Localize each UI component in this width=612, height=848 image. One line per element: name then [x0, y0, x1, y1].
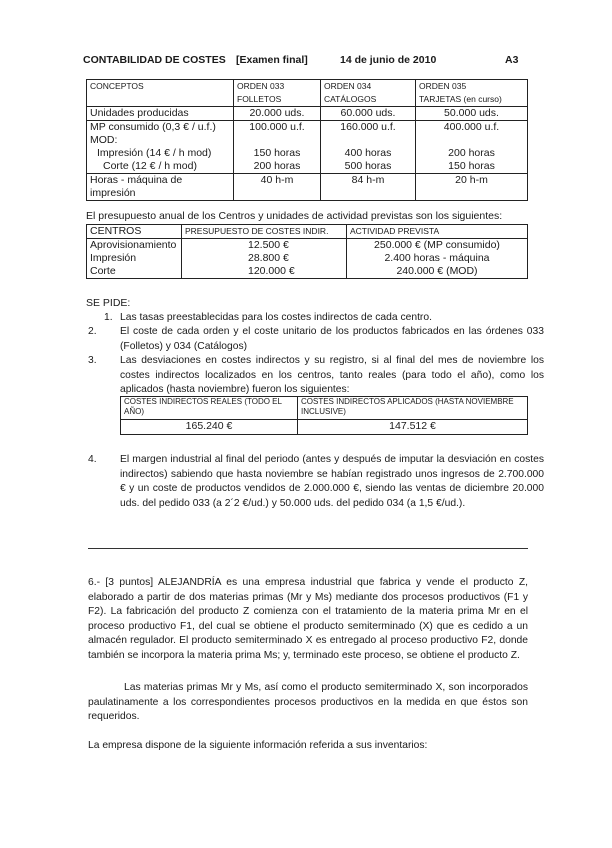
- cell: 50.000 uds.: [416, 107, 528, 121]
- question-2: [88, 325, 544, 354]
- section-divider: [88, 548, 528, 549]
- table-header-row: [121, 397, 528, 420]
- row-label: MOD:: [87, 134, 234, 147]
- center-activity: 250.000 € (MP consumido): [347, 239, 528, 253]
- budget-intro: El presupuesto anual de los Centros y unidades de actividad previstas son los siguientes:: [86, 210, 503, 222]
- header-centers: CENTROS: [87, 225, 182, 239]
- order-033-product: FOLLETOS: [237, 94, 282, 104]
- question-1: [104, 311, 528, 326]
- table-row: [87, 121, 528, 135]
- center-name: Aprovisionamiento: [87, 239, 182, 253]
- row-label: Impresión (14 € / h mod): [87, 147, 234, 160]
- header-activity: ACTIVIDAD PREVISTA: [347, 225, 528, 239]
- header-budget: PRESUPUESTO DE COSTES INDIR.: [182, 225, 347, 239]
- cell: 40 h-m: [234, 174, 321, 201]
- exam-date: 14 de junio de 2010: [340, 54, 437, 66]
- cell: 400.000 u.f.: [416, 121, 528, 135]
- centers-table: [86, 224, 528, 279]
- header-real-costs: COSTES INDIRECTOS REALES (TODO EL AÑO): [121, 397, 298, 420]
- row-label: Corte (12 € / h mod): [87, 160, 234, 174]
- question-3: [88, 354, 544, 398]
- center-budget: 12.500 €: [182, 239, 347, 253]
- indirect-costs-table: [120, 396, 528, 435]
- row-label: Horas - máquina de impresión: [87, 174, 234, 201]
- exercise-6-paragraph-2: Las materias primas Mr y Ms, así como el producto semiterminado X, son incorporados paulatinamente a los correspondientes procesos productivos en la medida en que éstos son requeridos.: [88, 682, 528, 722]
- center-name: Corte: [87, 265, 182, 279]
- table-row: [87, 239, 528, 253]
- header-order-033: [234, 80, 321, 107]
- cell: 100.000 u.f.: [234, 121, 321, 135]
- cell: 84 h-m: [321, 174, 416, 201]
- header-concepts: CONCEPTOS: [87, 80, 234, 107]
- cell: 150 horas: [416, 160, 528, 174]
- header-order-034: [321, 80, 416, 107]
- cell: [416, 134, 528, 147]
- table-row: [87, 160, 528, 174]
- row-label: MP consumido (0,3 € / u.f.): [87, 121, 234, 135]
- table-row: [121, 420, 528, 435]
- cell: 500 horas: [321, 160, 416, 174]
- exercise-6-paragraph-3: La empresa dispone de la siguiente información referida a sus inventarios:: [88, 740, 428, 751]
- order-035-product: TARJETAS (en curso): [419, 94, 502, 104]
- table-row: [87, 134, 528, 147]
- order-035-label: ORDEN 035: [419, 81, 467, 91]
- question-text: Las tasas preestablecidas para los costes indirectos de cada centro.: [120, 312, 432, 323]
- question-text: El coste de cada orden y el coste unitario de los productos fabricados en las órdenes 033 (Folletos) y 034 (Catálogos): [120, 326, 544, 352]
- cell: 60.000 uds.: [321, 107, 416, 121]
- table-row: [87, 107, 528, 121]
- order-034-label: ORDEN 034: [324, 81, 372, 91]
- table-row: [87, 265, 528, 279]
- header-order-035: [416, 80, 528, 107]
- cell: [234, 134, 321, 147]
- table-row: [87, 174, 528, 201]
- center-budget: 120.000 €: [182, 265, 347, 279]
- exam-code: A3: [505, 54, 519, 66]
- orders-table: [86, 79, 528, 201]
- question-number: 3.: [88, 355, 97, 366]
- row-label: Unidades producidas: [87, 107, 234, 121]
- cell: 400 horas: [321, 147, 416, 160]
- question-text: Las desviaciones en costes indirectos y su registro, si al final del mes de noviembre los costes indirectos localizados en los centros, tanto reales (para todo el año), como los aplicados (hasta noviembre) fueron los siguientes:: [120, 355, 544, 395]
- table-row: [87, 147, 528, 160]
- cell: 150 horas: [234, 147, 321, 160]
- order-034-product: CATÁLOGOS: [324, 94, 377, 104]
- header-applied-costs: COSTES INDIRECTOS APLICADOS (HASTA NOVIEMBRE INCLUSIVE): [298, 397, 528, 420]
- se-pide-heading: SE PIDE:: [86, 297, 131, 309]
- order-033-label: ORDEN 033: [237, 81, 285, 91]
- course-title: CONTABILIDAD DE COSTES: [83, 54, 226, 66]
- cell: 160.000 u.f.: [321, 121, 416, 135]
- question-4: [88, 453, 544, 511]
- question-number: 2.: [88, 326, 97, 337]
- center-activity: 240.000 € (MOD): [347, 265, 528, 279]
- real-costs-value: 165.240 €: [121, 420, 298, 435]
- exam-label: [Examen final]: [236, 54, 308, 66]
- center-activity: 2.400 horas - máquina: [347, 252, 528, 265]
- question-number: 4.: [88, 454, 97, 465]
- table-row: [87, 252, 528, 265]
- exercise-6-paragraph-1: 6.- [3 puntos] ALEJANDRÍA es una empresa industrial que fabrica y vende el producto Z, elaborado a partir de dos materias primas (Mr y Ms) mediante dos procesos productivos (F1 y F2). La fabricación del producto Z comienza con el tratamiento de la materia prima Mr en el proceso productivo F1, del cual se obtiene el producto semiterminado (X) que es cedido a un almacén regulador. El producto semiterminado X es entregado al proceso productivo F2, donde también se incorpora la materia prima Ms; y, terminado este proceso, se obtiene el producto Z.: [88, 577, 528, 661]
- cell: 200 horas: [416, 147, 528, 160]
- question-text: El margen industrial al final del periodo (antes y después de imputar la desviación en costes indirectos) sabiendo que hasta noviembre se habían registrado unos ingresos de 2.700.000 € y un coste de productos vendidos de 2.000.000 €, siendo las ventas de diciembre 20.000 uds. del pedido 033 (a 2´2 €/ud.) y 50.000 uds. del pedido 034 (a 1,5 €/ud.).: [120, 454, 544, 509]
- question-number: 1.: [104, 312, 113, 323]
- cell: 20.000 uds.: [234, 107, 321, 121]
- center-budget: 28.800 €: [182, 252, 347, 265]
- applied-costs-value: 147.512 €: [298, 420, 528, 435]
- table-header-row: [87, 80, 528, 107]
- table-header-row: [87, 225, 528, 239]
- cell: 200 horas: [234, 160, 321, 174]
- cell: [321, 134, 416, 147]
- center-name: Impresión: [87, 252, 182, 265]
- cell: 20 h-m: [416, 174, 528, 201]
